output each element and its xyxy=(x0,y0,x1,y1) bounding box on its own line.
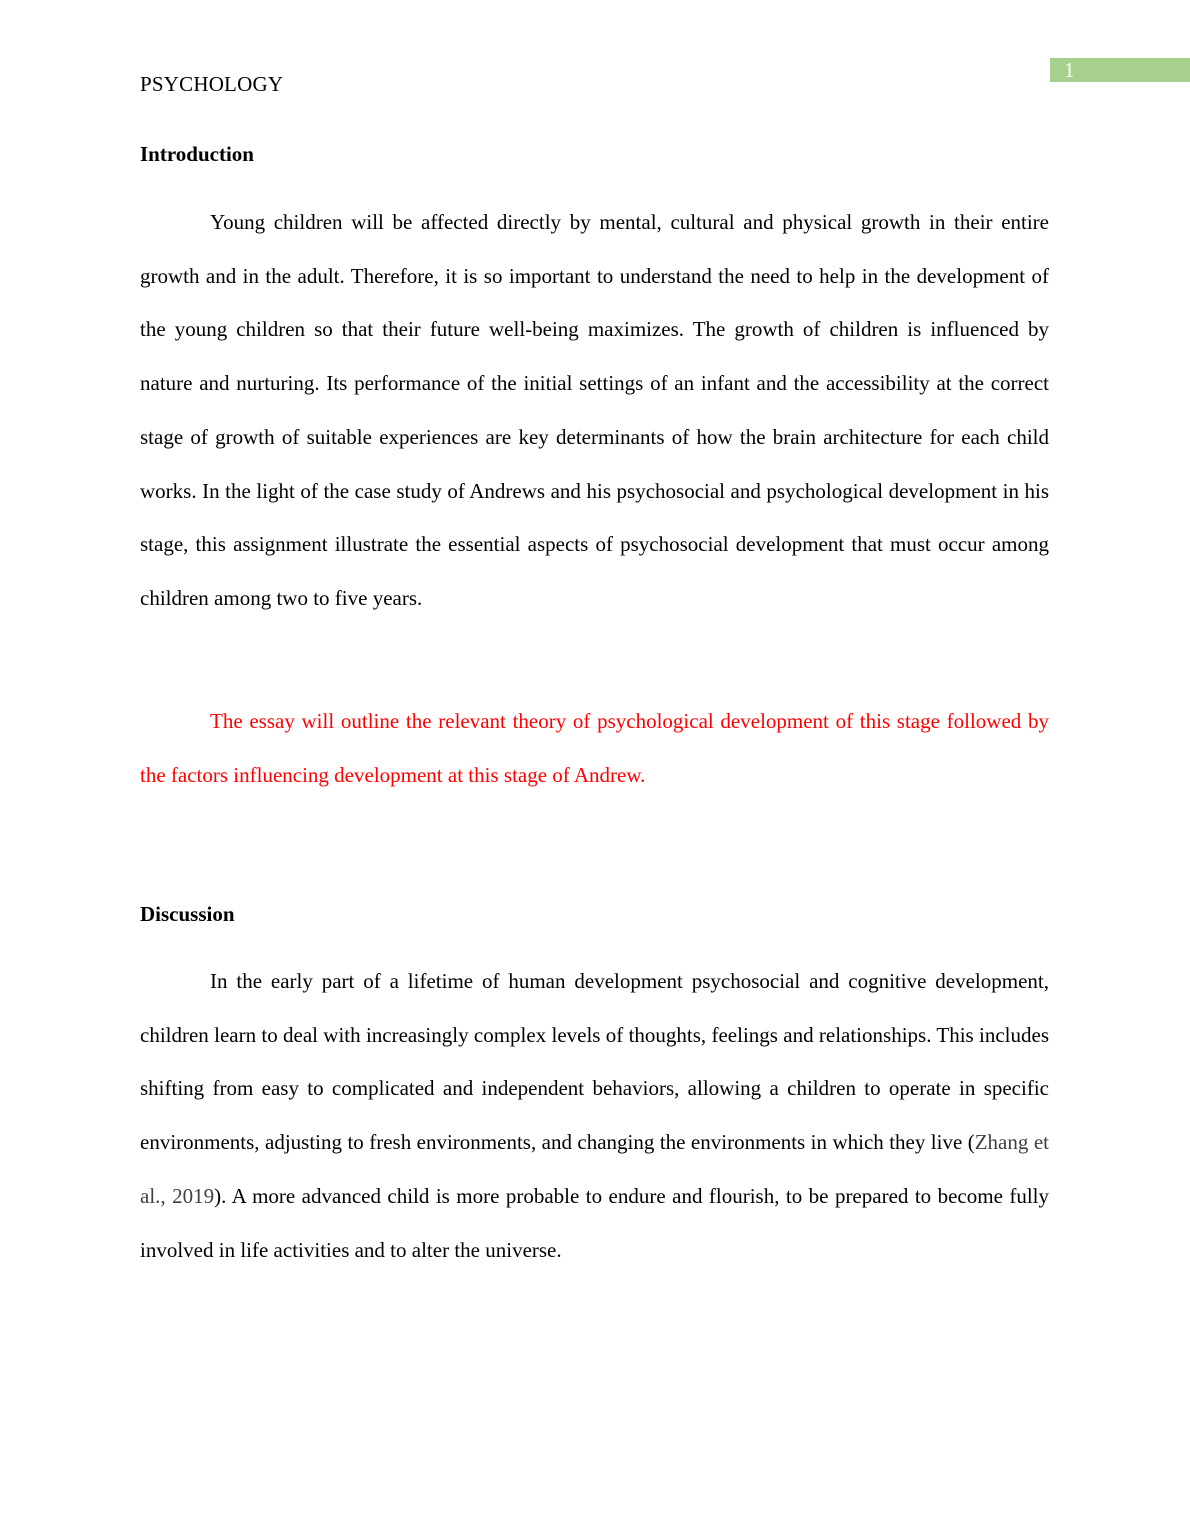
page-number-bar xyxy=(1050,58,1190,82)
running-head: PSYCHOLOGY xyxy=(140,72,284,96)
introduction-heading: Introduction xyxy=(140,142,254,166)
discussion-text-part-1: In the early part of a lifetime of human development psychosocial and cognitive development, children learn to deal with increasingly complex levels of thoughts, feelings and relationships. This includes shifting from easy to complicated and independent behaviors, allowing a children to operate in specific environments, adjusting to fresh environments, and changing the environments in which they live ( xyxy=(140,969,1049,1155)
discussion-heading: Discussion xyxy=(140,902,235,926)
introduction-paragraph-1: Young children will be affected directly by mental, cultural and physical growth in their entire growth and in the adult. Therefore, it is so important to understand the need to help in the development of the young children so that their future well-being maximizes. The growth of children is influenced by nature and nurturing. Its performance of the initial settings of an infant and the accessibility at the correct stage of growth of suitable experiences are key determinants of how the brain architecture for each child works. In the light of the case study of Andrews and his psychosocial and psychological development in his stage, this assignment illustrate the essential aspects of psychosocial development that must occur among children among two to five years. xyxy=(140,210,1049,610)
introduction-paragraph-2: The essay will outline the relevant theory of psychological development of this stage followed by the factors influencing development at this stage of Andrew. xyxy=(140,709,1049,787)
page-number: 1 xyxy=(1064,58,1075,82)
discussion-text-part-2: ). A more advanced child is more probable to endure and flourish, to be prepared to become fully involved in life activities and to alter the universe. xyxy=(140,1183,1050,1262)
discussion-paragraph-1 xyxy=(140,955,1049,1277)
citation: Zhang et al., 2019 xyxy=(140,1130,1049,1208)
